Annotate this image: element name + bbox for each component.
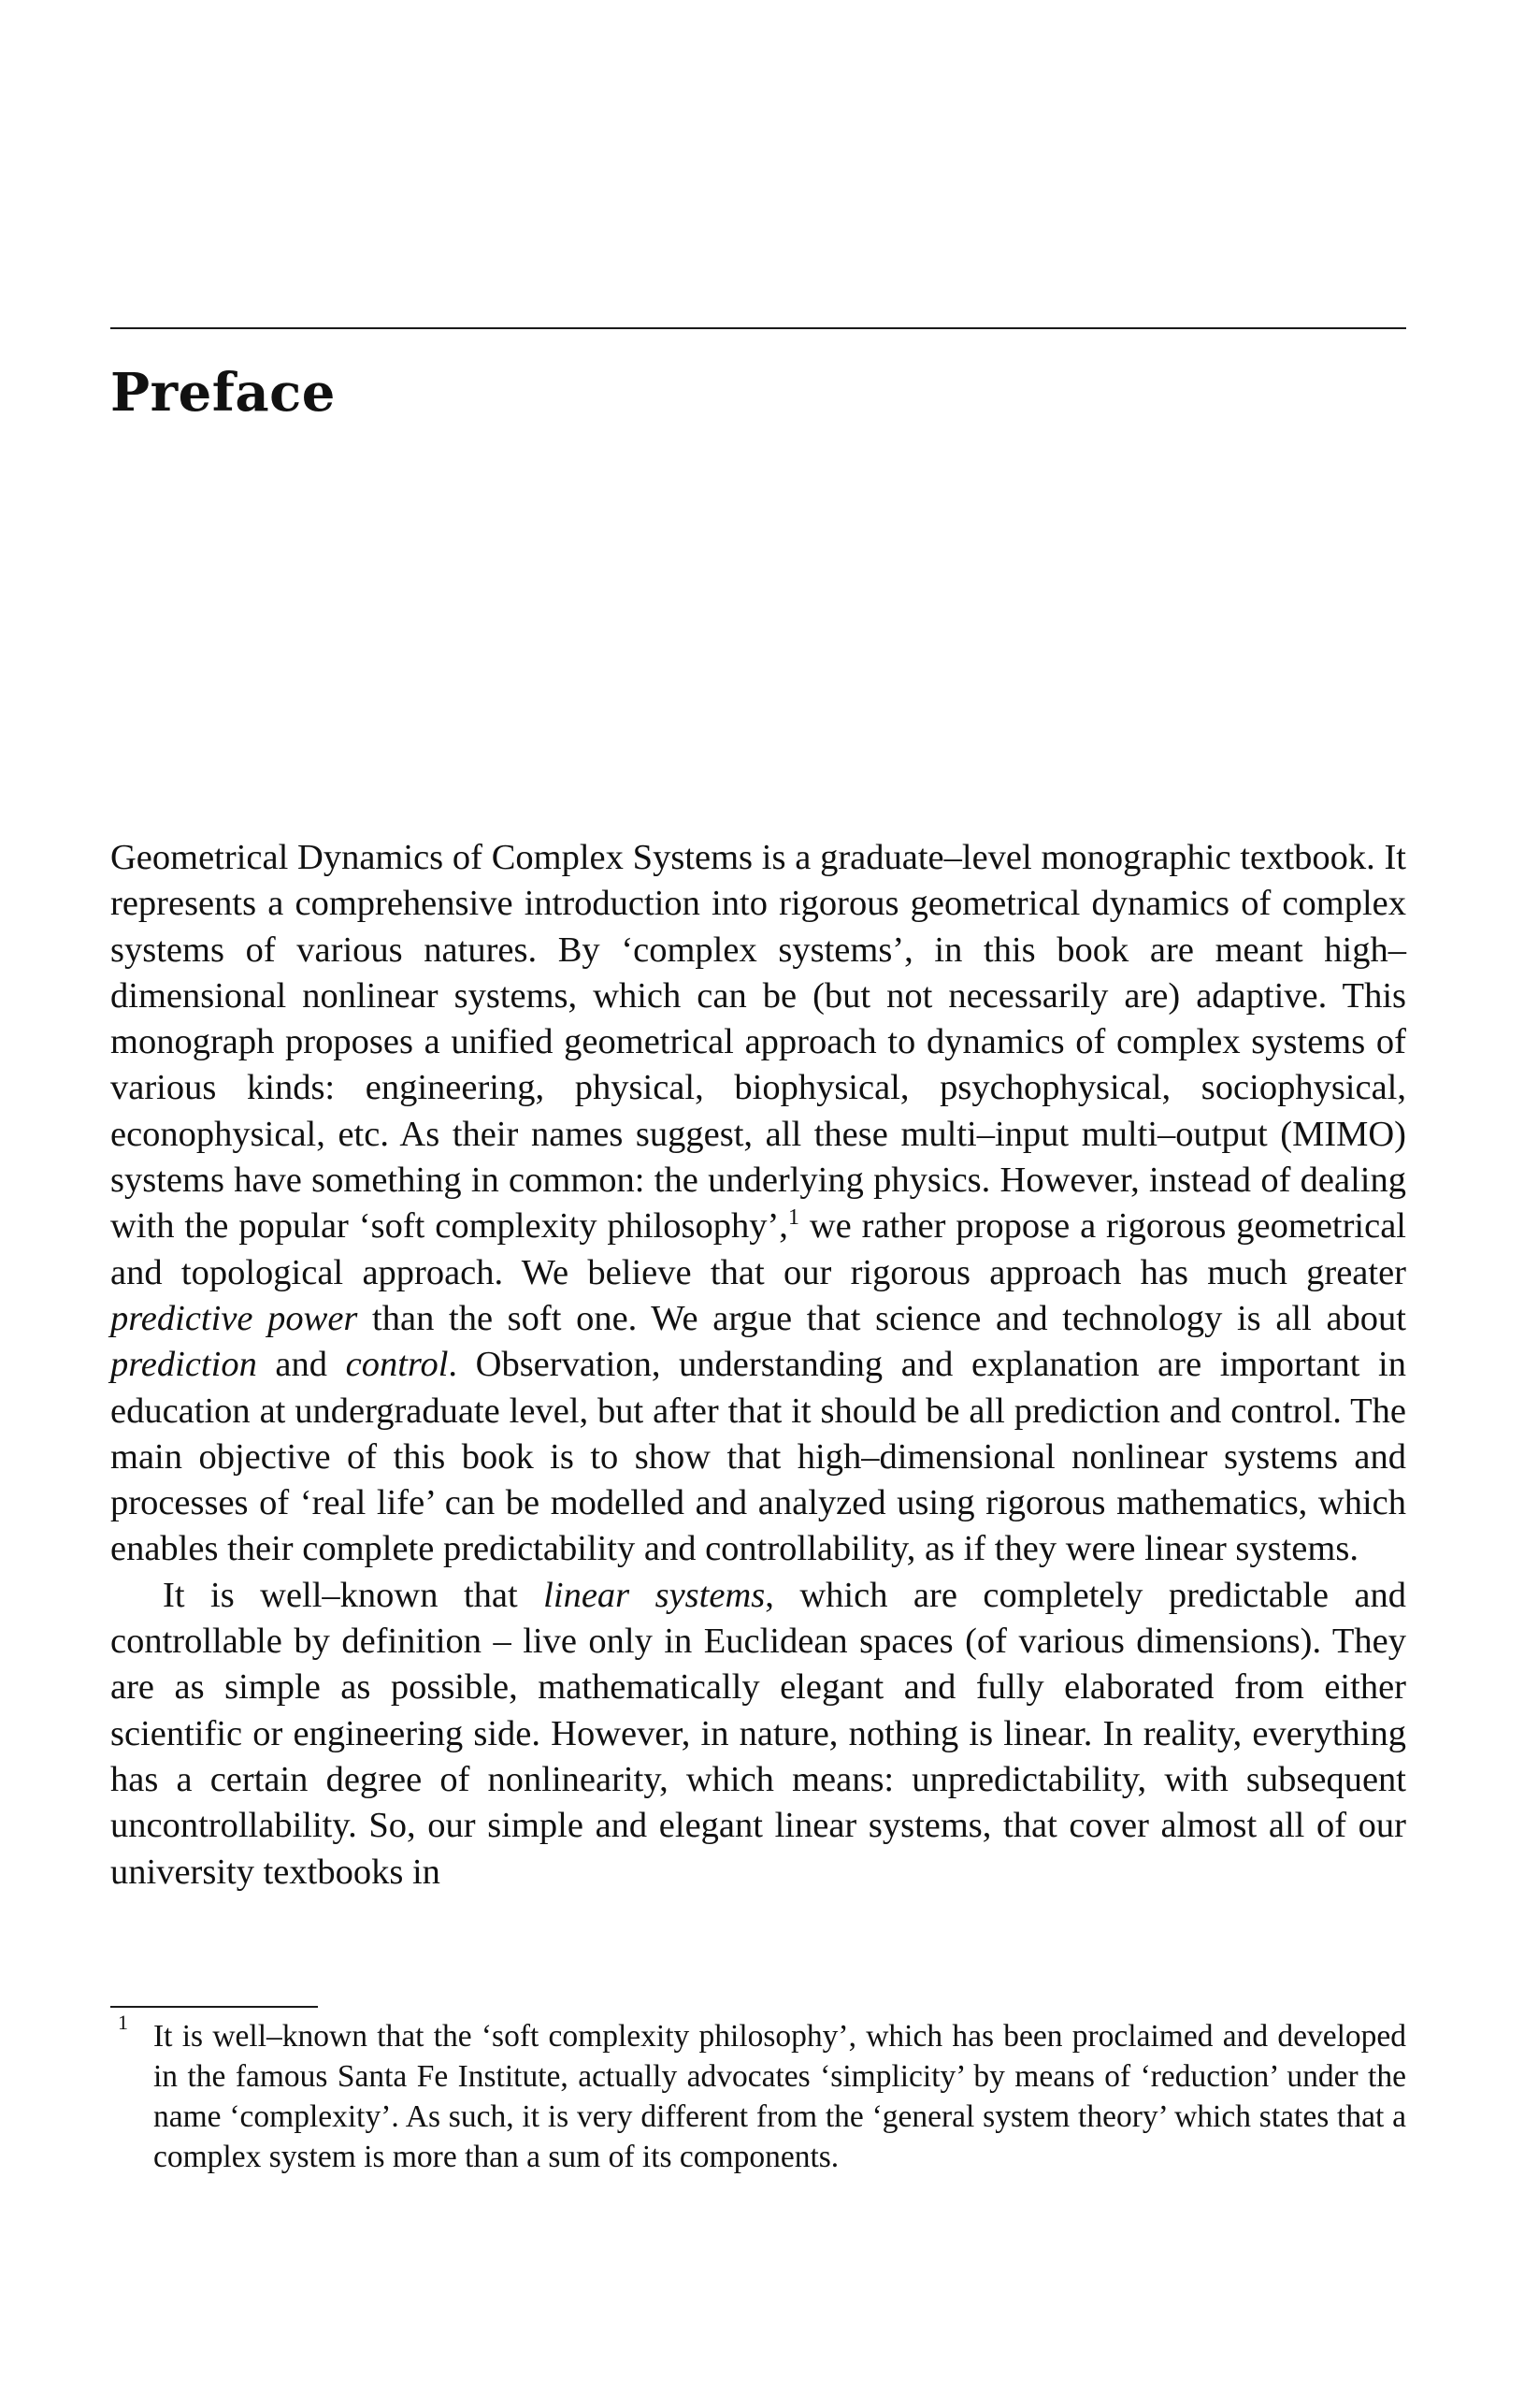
chapter-title: Preface xyxy=(110,362,336,424)
p1-text-5: . Observation, understanding and explanation are important in education at undergraduate level, but after that it should be all prediction and control. The main objective of this book is to show that high–dimensional nonlinear systems and processes of ‘real life’ can be modelled and analyzed using rigorous mathematics, which enables their complete predictability and controllability, as if they were linear systems. xyxy=(110,1345,1406,1569)
footnote xyxy=(110,2011,1406,2177)
p2-emphasis-linear-systems: linear systems xyxy=(543,1575,766,1615)
p1-text-2: we rather propose a rigorous geometrical and topological approach. We believe that our rigorous approach has much greater xyxy=(110,1206,1406,1292)
p2-text-1: It is well–known that xyxy=(163,1575,544,1615)
body-text xyxy=(110,835,1406,1896)
chapter-top-rule xyxy=(110,327,1406,329)
paragraph-2 xyxy=(110,1573,1406,1896)
p1-text-3: than the soft one. We argue that science and technology is all about xyxy=(357,1298,1406,1338)
footnote-reference: 1 xyxy=(787,1205,799,1231)
p2-text-2: , which are completely predictable and controllable by definition – live only in Euclidean spaces (of various dimensions). They are as simple as possible, mathematically elegant and fully elaborated from either scientific or engineering side. However, in nature, nothing is linear. In reality, everything has a certain degree of nonlinearity, which means: unpredictability, with subsequent uncontrollability. So, our simple and elegant linear systems, that cover almost all of our university textbooks in xyxy=(110,1575,1406,1892)
footnote-text: It is well–known that the ‘soft complexity philosophy’, which has been proclaimed and developed in the famous Santa Fe Institute, actually advocates ‘simplicity’ by means of ‘reduction’ under the name ‘complexity’. As such, it is very different from the ‘general system theory’ which states that a complex system is more than a sum of its components. xyxy=(153,2019,1406,2174)
paragraph-1 xyxy=(110,835,1406,1573)
footnote-mark: 1 xyxy=(118,2011,128,2034)
p1-emphasis-predictive-power: predictive power xyxy=(110,1298,358,1338)
p1-emphasis-prediction: prediction xyxy=(110,1345,257,1385)
p1-text-1: Geometrical Dynamics of Complex Systems is a graduate–level monographic textbook. It represents a comprehensive introduction into rigorous geometrical dynamics of complex systems of various natures. By ‘complex systems’, in this book are meant high–dimensional nonlinear systems, which can be (but not necessarily are) adaptive. This monograph proposes a unified geometrical approach to dynamics of complex systems of various kinds: engineering, physical, biophysical, psychophysical, sociophysical, econophysical, etc. As their names suggest, all these multi–input multi–output (MIMO) systems have something in common: the underlying physics. However, instead of dealing with the popular ‘soft complexity philosophy’, xyxy=(110,838,1406,1247)
footnote-rule xyxy=(110,2006,318,2008)
p1-emphasis-control: control xyxy=(345,1345,449,1385)
p1-text-4: and xyxy=(256,1345,346,1385)
